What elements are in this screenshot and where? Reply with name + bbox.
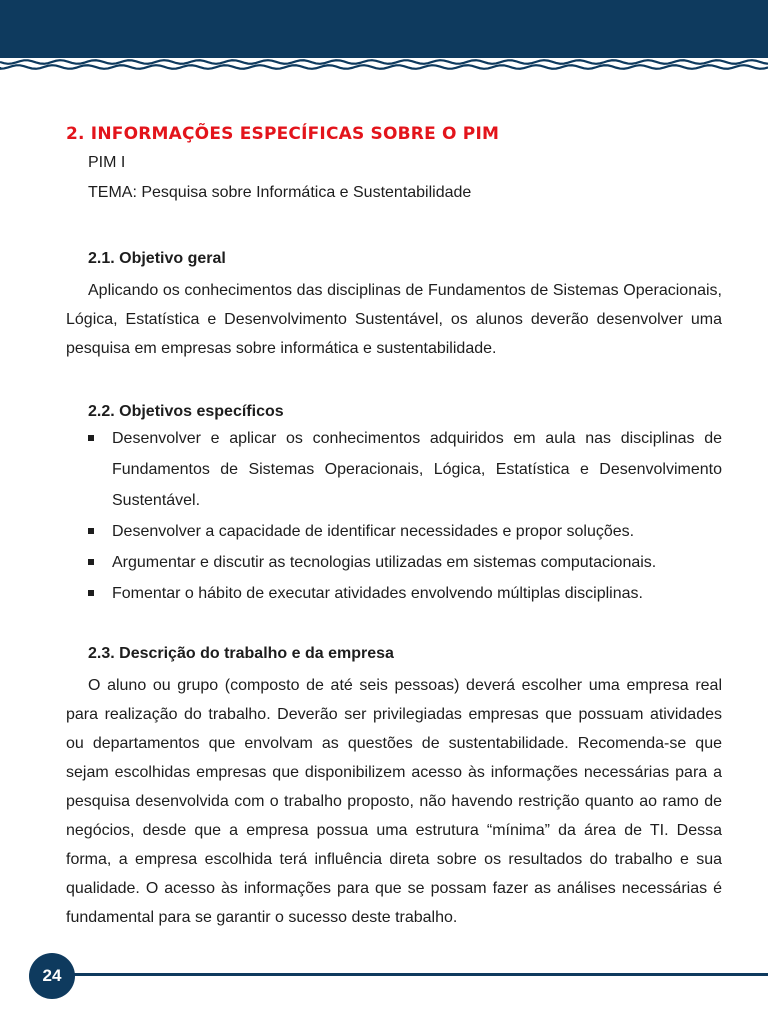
list-item: Desenvolver e aplicar os conhecimentos adquiridos em aula nas disciplinas de Fundamentos de Sistemas Operacionais, Lógica, Estatística e Desenvolvimento Sustentável. — [66, 423, 722, 516]
wave-header-graphic — [0, 0, 768, 72]
tema-line: TEMA: Pesquisa sobre Informática e Sustentabilidade — [88, 184, 472, 201]
pim-label: PIM I — [88, 154, 126, 171]
objetivos-especificos-heading: 2.2. Objetivos específicos — [88, 403, 284, 420]
list-item: Desenvolver a capacidade de identificar necessidades e propor soluções. — [66, 516, 722, 547]
objetivos-list — [66, 423, 722, 609]
section-title: 2. INFORMAÇÕES ESPECÍFICAS SOBRE O PIM — [66, 124, 500, 144]
objetivo-geral-heading: 2.1. Objetivo geral — [88, 250, 226, 267]
main-content — [66, 124, 722, 932]
objetivo-geral-text: Aplicando os conhecimentos das disciplinas de Fundamentos de Sistemas Operacionais, Lógica, Estatística e Desenvolvimento Sustentável, os alunos deverão desenvolver uma pesquisa em empresas sobre informática e sustentabilidade. — [66, 282, 722, 357]
bullet-square-icon — [88, 528, 94, 534]
page-number-badge — [29, 953, 75, 999]
descricao-text: O aluno ou grupo (composto de até seis pessoas) deverá escolher uma empresa real para realização do trabalho. Deverão ser privilegiadas empresas que possuam atividades ou departamentos que envolvam as questões de sustentabilidade. Recomenda-se que sejam escolhidas empresas que disponibilizem acesso às informações necessárias para a pesquisa desenvolvida com o trabalho proposto, não havendo restrição quanto ao ramo de negócios, desde que a empresa possua uma estrutura “mínima” da área de TI. Dessa forma, a empresa escolhida terá influência direta sobre os resultados do trabalho e sua qualidade. O acesso às informações para que se possam fazer as análises necessárias é fundamental para se garantir o sucesso deste trabalho. — [66, 677, 722, 926]
bullet-square-icon — [88, 435, 94, 441]
list-item: Fomentar o hábito de executar atividades envolvendo múltiplas disciplinas. — [66, 578, 722, 609]
page-number: 24 — [42, 966, 62, 985]
bullet-square-icon — [88, 590, 94, 596]
bullet-square-icon — [88, 559, 94, 565]
list-item: Argumentar e discutir as tecnologias utilizadas em sistemas computacionais. — [66, 547, 722, 578]
header-band — [0, 0, 768, 72]
footer-rule — [40, 973, 768, 976]
descricao-heading: 2.3. Descrição do trabalho e da empresa — [88, 645, 394, 662]
